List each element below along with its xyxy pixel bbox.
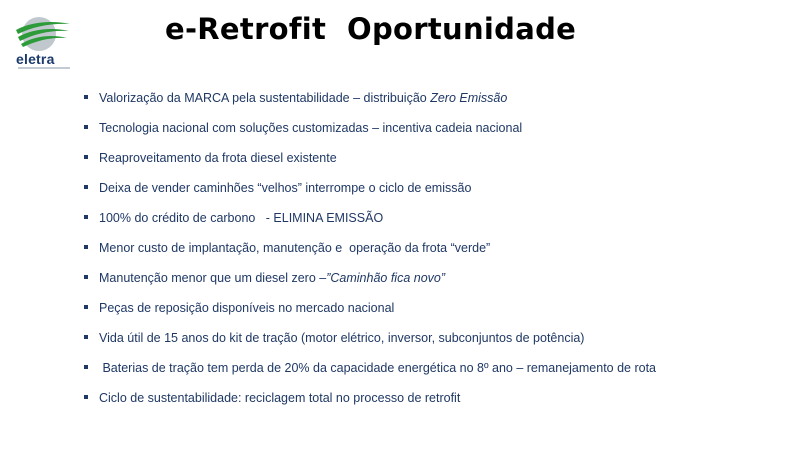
bullet-item (84, 239, 784, 269)
bullet-text: Baterias de tração tem perda de 20% da capacidade energética no 8º ano – remanejamento de rota (99, 361, 657, 375)
bullet-text: Manutenção menor que um diesel zero – (99, 271, 327, 285)
logo-text: eletra (16, 51, 55, 67)
bullet-marker-icon (84, 185, 88, 189)
bullet-item (84, 359, 784, 389)
bullet-item (84, 119, 784, 149)
bullet-item (84, 329, 784, 359)
bullet-text: Reaproveitamento da frota diesel existente (99, 151, 337, 165)
bullet-item (84, 89, 784, 119)
bullet-text: Menor custo de implantação, manutenção e operação da frota “verde” (99, 241, 491, 255)
bullet-text: 100% do crédito de carbono - ELIMINA EMISSÃO (99, 211, 384, 225)
bullet-text: Valorização da MARCA pela sustentabilidade – distribuição (99, 91, 431, 105)
bullet-emphasis: Zero Emissão (430, 91, 508, 105)
bullet-marker-icon (84, 215, 88, 219)
bullet-marker-icon (84, 275, 88, 279)
bullet-marker-icon (84, 365, 88, 369)
bullet-item (84, 149, 784, 179)
bullet-marker-icon (84, 95, 88, 99)
bullet-marker-icon (84, 125, 88, 129)
logo-swoosh-icon (12, 14, 74, 54)
bullet-item (84, 179, 784, 209)
bullet-marker-icon (84, 305, 88, 309)
bullet-item (84, 269, 784, 299)
bullet-marker-icon (84, 155, 88, 159)
bullet-text: Vida útil de 15 anos do kit de tração (motor elétrico, inversor, subconjuntos de potência) (99, 331, 585, 345)
logo-tagline-line (18, 67, 70, 69)
bullet-item (84, 299, 784, 329)
bullet-item (84, 209, 784, 239)
bullet-item (84, 389, 784, 419)
bullet-list (84, 89, 784, 419)
bullet-text: Ciclo de sustentabilidade: reciclagem total no processo de retrofit (99, 391, 461, 405)
bullet-text: Tecnologia nacional com soluções customizadas – incentiva cadeia nacional (99, 121, 523, 135)
bullet-emphasis: ”Caminhão fica novo” (326, 271, 446, 285)
bullet-marker-icon (84, 335, 88, 339)
eletra-logo (12, 14, 74, 72)
bullet-text: Deixa de vender caminhões “velhos” interrompe o ciclo de emissão (99, 181, 472, 195)
bullet-marker-icon (84, 245, 88, 249)
bullet-marker-icon (84, 395, 88, 399)
bullet-text: Peças de reposição disponíveis no mercado nacional (99, 301, 395, 315)
slide-title: e-Retrofit Oportunidade (165, 12, 577, 46)
